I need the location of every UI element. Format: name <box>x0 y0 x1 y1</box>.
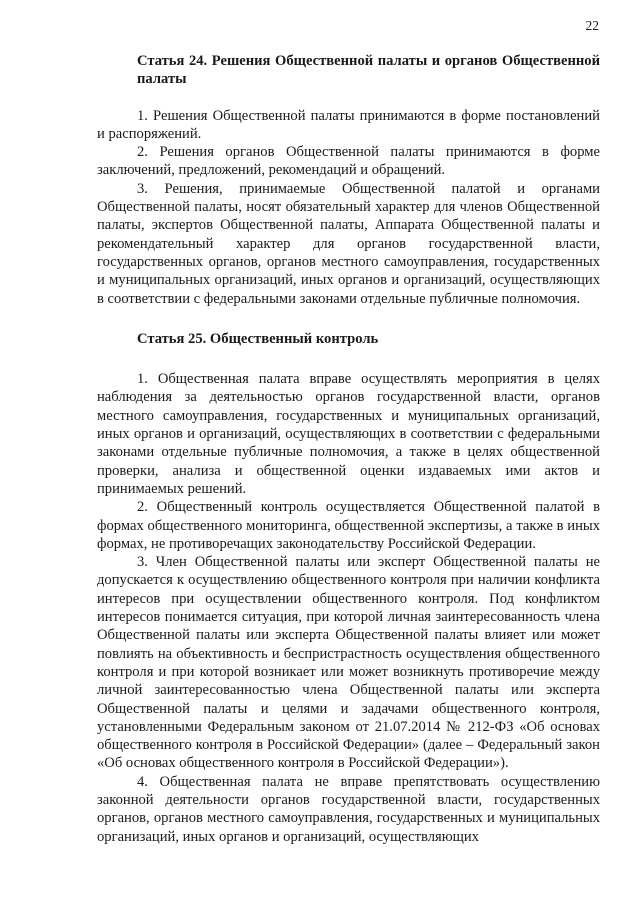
article-24-paragraph-2: 2. Решения органов Общественной палаты принимаются в форме заключений, предложений, рекомендаций и обращений. <box>97 144 600 179</box>
spacer <box>97 308 600 330</box>
article-25-paragraph-1: 1. Общественная палата вправе осуществлять мероприятия в целях наблюдения за деятельностью органов государственной власти, органов местного самоуправления, государственных и муниципальных организаций, иных органов и организаций, осуществляющих в соответствии с федеральными законами отдельные публичные полномочия, а также в целях общественной проверки, анализа и общественной оценки издаваемых ими актов и принимаемых решений. <box>97 371 600 497</box>
article-24-paragraph-3: 3. Решения, принимаемые Общественной палатой и органами Общественной палаты, носят обязательный характер для членов Общественной палаты, экспертов Общественной палаты, Аппарата Общественной палаты и рекомендательный характер для органов государственной власти, государственных органов, органов местного самоуправления, государственных и муниципальных организаций, иных органов и организаций, осуществляющих в соответствии с федеральными законами отдельные публичные полномочия. <box>97 180 600 307</box>
page-number: 22 <box>585 18 599 33</box>
article-25-body <box>97 370 600 846</box>
article-24-title: Статья 24. Решения Общественной палаты и органов Общественной палаты <box>137 53 600 88</box>
article-24-body <box>97 107 600 308</box>
spacer <box>97 348 600 370</box>
article-25-paragraph-3: 3. Член Общественной палаты или эксперт Общественной палаты не допускается к осуществлению общественного контроля при наличии конфликта интересов при осуществлении общественного контроля. Под конфликтом интересов понимается ситуация, при которой личная заинтересованность члена Общественной палаты или эксперта Общественной палаты влияет или может повлиять на объективность и беспристрастность осуществления общественного контроля и при которой возникает или может возникнуть противоречие между личной заинтересованностью члена Общественной палаты или эксперта Общественной палаты и целями и задачами общественного контроля, установленными Федеральным законом от 21.07.2014 № 212-ФЗ «Об основах общественного контроля в Российской Федерации» (далее – Федеральный закон «Об основах общественного контроля в Российской Федерации»). <box>97 554 600 772</box>
article-24-paragraph-1: 1. Решения Общественной палаты принимаются в форме постановлений и распоряжений. <box>97 107 600 142</box>
article-25-title: Статья 25. Общественный контроль <box>137 330 379 347</box>
article-25-paragraph-2: 2. Общественный контроль осуществляется Общественной палатой в формах общественного мониторинга, общественной экспертизы, а также в иных формах, не противоречащих законодательству Российской Федерации. <box>97 499 600 552</box>
document-body <box>97 52 600 846</box>
article-25-paragraph-4: 4. Общественная палата не вправе препятствовать осуществлению законной деятельности органов государственной власти, государственных органов, органов местного самоуправления, государственных и муниципальных организаций, иных органов и организаций, осуществляющих <box>97 773 600 845</box>
spacer <box>97 89 600 107</box>
